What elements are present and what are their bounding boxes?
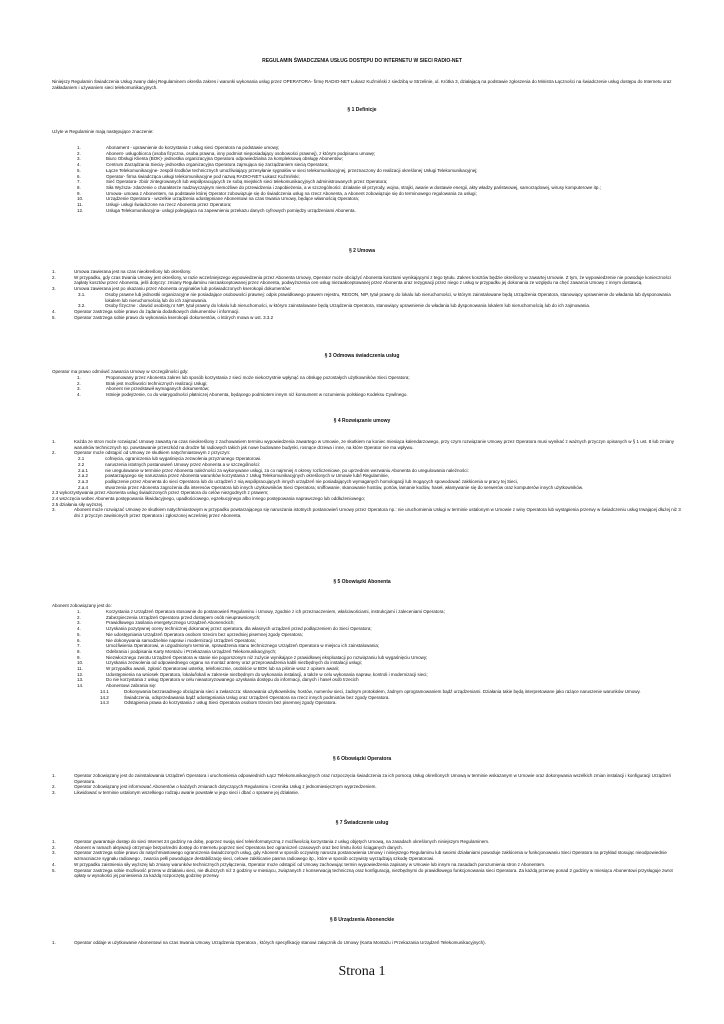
item-text: Operator zobowiązany jest informować Abonentów o każdych zmianach dotyczących Regulaminu i Cennika Usług z jednomiesięcznym wyprzedzeniem. — [74, 784, 377, 790]
item-number: 14.2 — [100, 694, 109, 700]
section-4-heading: § 4 Rozwiązanie umowy — [333, 418, 391, 424]
item-number: 11. — [77, 666, 83, 672]
section-4-list — [52, 439, 684, 519]
item-text: Operator może odstąpić od Umowy ze skutkiem natychmiastowym z przyczyn: — [74, 450, 231, 456]
item-number: 2. — [52, 274, 56, 280]
item-text: Uzyskania zezwolenia od odpowiedniego organu na montaż anteny oraz przeprowadzenia kabli niezbędnych do instalacji usługi; — [106, 660, 362, 666]
item-text: Operator zastrzega sobie prawo do wykonania kserokopii dokumentów, o których mowa w ust. 3.3.2 — [74, 314, 274, 320]
document-title: REGULAMIN ŚWIADCZENIA USŁUG DOSTĘPU DO INTERNETU W SIECI RADIO-NET — [262, 58, 462, 64]
section-7-list — [52, 839, 684, 879]
item-number: 4. — [52, 308, 56, 314]
list-item — [52, 940, 684, 946]
section-2-heading: § 2 Umowa — [348, 248, 376, 254]
item-number: 2.a.2 — [78, 473, 89, 479]
item-number: 2. — [52, 784, 56, 790]
item-text: Operator zastrzega sobie prawo do natychmiastowego ograniczenia świadczonych usług, gdy Abonent w sposób oczywisty narusza postanowienia Umowy i niniejszego Regulaminu lub swoimi działaniami powoduje zakłócenia w funkcjonowaniu Sieci Operatora na przykład stosując nieodpowiednie wzmacniacze sygnału radiowego , zwarcia pełli powodujące destabilizację sieci, celowe zakłócanie pasma radiowego itp., które w sposób oczywisty wyrządzają szkodę Operatorowi. — [74, 850, 667, 862]
item-number: 2.a.3 — [78, 478, 89, 484]
section-2-list — [52, 269, 684, 320]
list-item — [52, 292, 684, 303]
item-number: 8. — [77, 648, 81, 654]
item-number: 9. — [77, 654, 81, 660]
item-number: 1. — [52, 839, 56, 844]
item-text: podłączenie przez Abonenta do sieci Operatora lub do urządzeń z nią współpracujących innych urządzeń nie posiadających wymaganych homologacji lub mogących spowodować zakłócenia w pracy tej Sieci, — [105, 478, 518, 484]
item-text: Operator gwarantuje dostęp do sieci Internet 24 godziny na dobę, poprzez swoją sieć teleinformatyczną z możliwością korzystania z usług objętych Umową, na zasadach określonych niniejszym Regulaminem. — [74, 839, 490, 844]
item-number: 10. — [77, 196, 84, 202]
item-number: 5. — [77, 631, 81, 637]
item-number: 1. — [77, 609, 81, 614]
list-item — [52, 790, 684, 796]
item-number: 9. — [77, 190, 81, 196]
item-text: naruszenia istotnych postanowień Umowy przez Abonenta a w szczególności: — [105, 461, 261, 467]
item-number: 7. — [77, 643, 81, 649]
item-number: 11. — [77, 202, 83, 208]
item-number: 6. — [77, 173, 81, 179]
item-text: Osoby prawne lub jednostki organizacyjne nie posiadające osobowości prawnej: odpis prawidłowego prawem rejestru, REGON, NIP, tytuł prawny do lokalu lub nieruchomości, w którym zainstalowane będą Urządzenia Operatora, stanowiący uprawnienie do władania lub dysponowania lokalem lub nieruchomością lub do ich zajmowania. — [105, 291, 671, 303]
item-number: 1. — [77, 145, 81, 150]
item-text: W przypadku zaistnienia siły wyższej lub zmiany warunków technicznych przyłączenia, Operator może odstąpić od Umowy zachowując termin wypowiedzenia zapisany w Umowie lub innym na zasadach porozumienia stron z Abonentem. — [74, 861, 546, 867]
section-8-heading: § 8 Urządzenia Abonenckie — [329, 917, 395, 923]
item-number: 3. — [77, 620, 81, 626]
item-number: 13. — [77, 677, 84, 683]
item-number: 1. — [52, 269, 56, 274]
item-number: 3.2. — [78, 303, 86, 309]
section-3-list — [52, 375, 684, 398]
list-item — [52, 773, 684, 784]
item-text: Proponowany przez Abonenta zakres lub sposób korzystania z sieci może niekorzystnie wpłynąć na obsługę pozostałych użytkowników Sieci Operatora; — [106, 375, 410, 380]
item-text: Sieć Operatora- zbiór zintegrowanych lub współpracujących ze sobą miejskich sieci telekomunikacyjnych administrowanych przez Operatora; — [106, 179, 388, 185]
item-text: Operator oddaje w użytkowanie Abonentowi na czas trwania Umowy Urządzenia Operatora , których specyfikację stanowi załącznik do Umowy (Karta Montażu i Przekazania Urządzeń Telekomunikacyjnych). — [74, 940, 486, 945]
section-8-list — [52, 940, 684, 946]
item-text: Korzystania z Urządzeń Operatora stosownie do postanowień Regulaminu i Umowy, zgodnie z ich przeznaczeniem, właściwościami, instrukcjami i zaleceniami Operatora; — [106, 609, 445, 614]
item-text: Siła Wyższa- zdarzenie o charakterze nadzwyczajnym niemożliwe do przewidzenia i zapobieżenia, a w szczególności: działanie sił przyrody, wojna, strajki, awarie w dostawie energii, akty władzy państwowej, samorządowej, wirusy komputerowe itp.; — [106, 184, 601, 190]
item-text: Każda ze stron może rozwiązać Umowę zawartą na czas nieokreślony z zachowaniem terminu wypowiedzenia zawartego w Umowie, ze skutkiem na koniec miesiąca kalendarzowego, przy czym rozwiązanie Umowy przez Operatora musi wynikać z ważnych przyczyn opisanych w § 1 ust. 8 lub zmiany warunków technicznych np. powstawanie przeszkód na drodze fal radiowych takich jak nowe budowane budynki, rosnące drzewa i inne, na które Operator nie ma wpływu. — [74, 439, 674, 450]
item-text: Abonent może rozwiązać Umowę ze skutkiem natychmiastowym w przypadku powtarzającego się naruszania istotnych postanowień Umowy przez Operatora np.: nie uruchomienia Usługi w terminie ustalonym w Umowie z winy Operatora lub wystąpienia przerwy w świadczeniu usług trwającej dłużej niż 3 dni z przyczyn zawinionych przez Operatora i zgłoszonej wcześniej przez Abonenta. — [74, 507, 681, 519]
item-text: Abonent w ramach aktywacji otrzymuje bezpośredni dostęp do Internetu poprzez sieć Operatora bez ograniczeń czasowych oraz bez limitu ilości ściąganych danych. — [74, 844, 403, 850]
item-text: Biuro Obsługi Klienta (BOK)- jednostka organizacyjna Operatora odpowiedzialna za kompleksową obsługę Abonentów; — [106, 156, 343, 162]
item-text: Dokonywania bezzasadnego obciążania sieci a zwłaszcza: skanowania użytkowników, hostów, numerów sieci, żadnym protokołem, żadnym oprogramowaniem bądź urządzeniami. Działania takie będą interpretowane jako rażące naruszenie warunków Umowy. — [124, 688, 641, 694]
list-item — [52, 275, 684, 286]
item-text: Zabezpieczenia Urządzeń Operatora przed dostępem osób nieuprawnionych; — [106, 614, 261, 620]
item-number: 12. — [77, 207, 84, 213]
item-number: 1. — [52, 773, 56, 778]
item-text: Operator zastrzega sobie prawo do żądania dodatkowych dokumentów i informacji. — [74, 308, 240, 314]
item-text: Niezwłocznego zwrotu Urządzeń Operatora w stanie nie pogorszonym niż zużycie wynikające z prawidłowej eksploatacji po rozwiązaniu lub wygaśnięciu Umowy; — [106, 654, 428, 660]
item-number: 2.1 — [78, 456, 85, 462]
section-6-heading: § 6 Obowiązki Operatora — [332, 756, 392, 762]
item-number: 2. — [52, 844, 56, 850]
item-text: Usługi- usługi świadczone na rzecz Abonenta przez Operatora; — [106, 202, 232, 208]
item-number: 1. — [52, 439, 56, 444]
item-number: 2. — [52, 450, 56, 456]
item-text: Likwidować w terminie ustalonym wszelkiego rodzaju awarie powstałe w jego sieci i dbać o sprawne jej działanie. — [74, 790, 300, 796]
section-5-lead: Abonent zobowiązany jest do: — [52, 603, 112, 608]
item-number: 5. — [52, 867, 56, 873]
item-text: Urządzenie Operatora - wszelkie urządzenia udostępniane Abonentowi na czas trwania Umowy, będące własnością Operatora; — [106, 196, 360, 202]
item-text: W przypadku, gdy czas trwania Umowy jest określony, w razie wcześniejszego wypowiedzenia przez Abonenta Umowy, Operator może obciążyć Abonenta kosztami wynikającymi z tego tytułu. Zakres kosztów będzie określony w zawartej Umowie. Z tym, że wypowiedzenie nie powoduje konieczności zapłaty kosztów przez Abonenta, jeśli dotyczy: zmiany Regulaminu niezaakceptowanej przez Abonenta, podwyższenia cen usług niezaakceptowanej przez Abonenta oraz rezygnacji przez niego z usług w przypadku jej dokonania ze względu na chęć zawarcia Umowy z innym dostawcą. — [74, 274, 671, 286]
item-text: Umowa- umowa z Abonentem, na podstawie której Operator zobowiązuje się do świadczenia usług na rzecz Abonenta, a Abonent zobowiązuje się do terminowego regulowania za usługi; — [106, 190, 477, 196]
item-text: Istnieje podejrzenie, co do wiarygodności płatniczej Abonenta, będącego podmiotem innym niż konsument w rozumieniu polskiego Kodeksu Cywilnego. — [106, 392, 408, 398]
item-text: Operator- firma świadcząca usługi telekomunikacyjne pod nazwą RADIO-NET Łukasz Kuźmiński; — [106, 173, 300, 179]
item-text: Abonament - uprawnienie do korzystania z usług sieci Operatora na podstawie umowy; — [106, 145, 280, 150]
list-item — [52, 507, 684, 518]
item-number: 3. — [77, 156, 81, 162]
section-5-list — [52, 609, 684, 706]
item-text: Odebrania i podpisania Karty Montażu i Przekazania Urządzeń Telekomunikacyjnych; — [106, 648, 277, 654]
item-text: cofnięcia, ograniczenia lub wygaśnięcia zezwolenia przyznanego Operatorowi. — [105, 456, 262, 462]
item-text: Do nie korzystania z usług Operatora w celu nieautoryzowanego uzyskania dostępu do informacji, danych i haseł osób trzecich — [106, 677, 359, 683]
item-number: 1. — [52, 940, 56, 945]
item-text: Uzyskania pozytywnej oceny technicznej dokonanej przez operatora, dla własnych urządzeń przed podłączeniem do Sieci Operatora; — [106, 626, 372, 632]
item-number: 2.a.1 — [78, 467, 89, 473]
page-number-footer: Strona 1 — [338, 964, 386, 979]
item-number: 5. — [77, 167, 81, 173]
item-text: Umowa zawierana jest na czas nieokreślony lub określony. — [74, 269, 192, 274]
item-number: 14. — [77, 683, 84, 689]
list-item — [52, 868, 684, 879]
item-text: Operator zobowiązany jest do zainstalowania Urządzeń Operatora i uruchomienia odpowiednich Łącz Telekomunikacyjnych oraz rozpoczęcia świadczenia za ich pomocą Usług określonych Umową w terminie wskazanym w Umowie oraz dokonywania wszelkich zmian instalacji i konfiguracji Urządzeń Operatora. — [74, 773, 671, 784]
item-number: 3. — [52, 286, 56, 292]
item-text: Brak jest możliwości technicznych realizacji Usługi; — [106, 380, 208, 386]
item-text: Świadczenia, odsprzedawania bądź udostępniania Usług oraz Urządzeń Operatora na rzecz innych podmiotów bez zgody Operatora. — [124, 694, 390, 700]
item-text: nie uregulowanie w terminie przez Abonenta należności za wykonywane usługi, za co najmniej 4 okresy rozliczeniowe, po uprzednim wezwaniu Abonenta do uregulowania należności: — [105, 467, 469, 473]
item-number: 2.2 — [78, 461, 85, 467]
section-6-list — [52, 773, 684, 796]
list-item — [52, 439, 684, 450]
item-number: 3. — [52, 790, 56, 796]
item-number: 6. — [77, 637, 81, 643]
item-text: Nie udostępniania Urządzeń Operatora osobom trzecim bez uprzedniej pisemnej zgody Operatora; — [106, 631, 303, 637]
item-number: 2. — [77, 150, 81, 156]
item-number: 2. — [77, 380, 81, 386]
item-number: 4. — [77, 392, 81, 398]
list-item — [52, 850, 684, 861]
item-text: Umowa zawierana jest po okazaniu przez Abonenta oryginałów lub poświadczonych kserokopii dokumentów: — [74, 286, 292, 292]
item-number: 14.1 — [100, 688, 109, 694]
item-text: 2.4 wszczęcia wobec Abonenta postępowania likwidacyjnego, upadłościowego, egzekucyjnego albo innego postępowania naprawczego lub oddłużeniowego; — [52, 496, 365, 502]
item-number: 2.a.4 — [78, 484, 89, 490]
item-number: 4. — [77, 626, 81, 632]
section-1-lead: Użyte w Regulaminie mają następujące znaczenie: — [52, 129, 154, 134]
item-number: 3. — [52, 507, 56, 513]
item-number: 10. — [77, 660, 84, 666]
item-text: Łącze Telekomunikacyjne- zespół środków technicznych umożliwiający przesyłanie sygnałów w sieci telekomunikacyjnej, przeznaczony do realizacji określonej Usługi Telekomunikacyjnej; — [106, 167, 478, 173]
list-item — [52, 208, 684, 214]
item-number: 2. — [77, 614, 81, 620]
item-number: 3. — [77, 386, 81, 392]
item-text: Odstąpienia prawa do korzystania z usług Sieci Operatora osobom trzecim bez pisemnej zgody Operatora. — [124, 700, 337, 706]
item-number: 4. — [52, 861, 56, 867]
item-text: Usługa Telekomunikacyjna- usługi polegająca na zapewnieniu przekazu danych cyfrowych pomiędzy urządzeniami Abonenta. — [106, 207, 356, 213]
item-number: 1. — [77, 375, 81, 380]
item-text: Operator zastrzega sobie możliwość przerw w działaniu sieci, nie dłuższych niż 2 godziny w miesiącu, związanych z konserwacją techniczną oraz konfiguracją, niezbędnymi do prawidłowego funkcjonowania sieci Operatora. Za każdą przerwę ponad 2 godziny w miesiącu Abonentowi przysługuje zwrot opłaty w wysokości jej poniesienia za każdą rozpoczętą godzinę przerwy. — [74, 867, 673, 879]
item-text: Umożliwienia Operatorowi, w uzgodnionym terminie, sprawdzenia stanu technicznego Urządzeń Operatora w miejscu ich zainstalowania; — [106, 643, 380, 649]
item-text: Abonent- usługobiorca (osoba fizyczna, osoba prawna, inny podmiot nieposiadający osobowości prawnej), z którym podpisano umowę; — [106, 150, 376, 156]
section-3-lead: Operator ma prawo odmówić zawarcia Umowy w szczególności gdy: — [52, 369, 189, 374]
section-5-heading: § 5 Obowiązki Abonenta — [333, 579, 391, 585]
item-text: Centrum Zarządzania Siecią- jednostka organizacyjna Operatora zajmująca się zarządzaniem siecią Operatora; — [106, 162, 329, 168]
section-1-heading: § 1 Definicje — [347, 107, 377, 113]
item-text: Abonentowi zabrania się: — [106, 683, 157, 689]
item-number: 4. — [77, 162, 81, 168]
item-number: 12. — [77, 671, 84, 677]
item-text: 2.3 wykorzystywania przez Abonenta usług świadczonych przez Operatora do celów niezgodnych z prawem; — [52, 490, 269, 496]
item-number: 7. — [77, 179, 81, 185]
item-text: powtarzającego się naruszania przez Abonenta warunków korzystania z Usług Telekomunikacyjnych określonych w Umowie lub/i Regulaminie, — [105, 473, 390, 479]
intro-paragraph: Niniejszy Regulamin Świadczenia Usług zwany dalej Regulaminem określa zakres i warunki wykonania usług przez OPERATORA- firmę RADIO-NET Łukasz Kuźmiński z siedzibą w Strzelinie, ul. Krótka 3, działającą na podstawie zgłoszenia do Ministra Łączności na świadczenie usług dostępu do Internetu oraz zakładaniem i używaniem sieci telekomunikacyjnych. — [52, 79, 672, 90]
item-text: Osoby fizyczne : dowód osobisty,nr NIP, tytuł prawny do lokalu lub nieruchomości, w którym zainstalowane będą Urządzenia Operatora, stanowiący uprawnienie do władania lub dysponowania lokalem lub nieruchomością lub do ich zajmowania. — [105, 303, 591, 309]
item-text: W przypadku awarii, zgłosić Operatorowi usterkę, telefonicznie, osobiście w BOK lub na piśmie wraz z opisem awarii; — [106, 666, 340, 672]
list-item — [52, 315, 684, 321]
item-text: Prawidłowego zasilania energetycznego Urządzeń Abonenckich; — [106, 620, 235, 626]
item-number: 3.1. — [78, 291, 86, 297]
section-3-heading: § 3 Odmowa świadczenia usług — [324, 353, 400, 359]
item-text: stworzenia przez Abonenta zagrożenia dla interesów Operatora lub innych użytkowników Sieci Operatora; sniffowanie, skanowanie hostów, portów, łamanie kodów, haseł, włamywanie się do serwerów oraz komputerów innych użytkowników. — [105, 484, 584, 490]
item-number: 5. — [52, 314, 56, 320]
item-number: 14.3 — [100, 700, 109, 706]
section-7-heading: § 7 Świadczenie usług — [335, 820, 389, 826]
item-text: Udostępnienia na wniosek Operatora, lokalu/lokali w zakresie niezbędnym do wykonania instalacji, a także w celu wykonania napraw, kontroli i modernizacji sieci; — [106, 671, 428, 677]
list-item — [52, 392, 684, 398]
item-text: Abonent nie przedstawił wymaganych dokumentów; — [106, 386, 210, 392]
item-number: 3. — [52, 850, 56, 856]
item-text: 2.5 działania siły wyższej. — [52, 501, 104, 507]
section-1-list — [52, 145, 684, 213]
list-item — [52, 700, 684, 706]
item-text: Nie dokonywania samodzielnie napraw i modernizacji Urządzeń Operatora; — [106, 637, 256, 643]
item-number: 8. — [77, 184, 81, 190]
